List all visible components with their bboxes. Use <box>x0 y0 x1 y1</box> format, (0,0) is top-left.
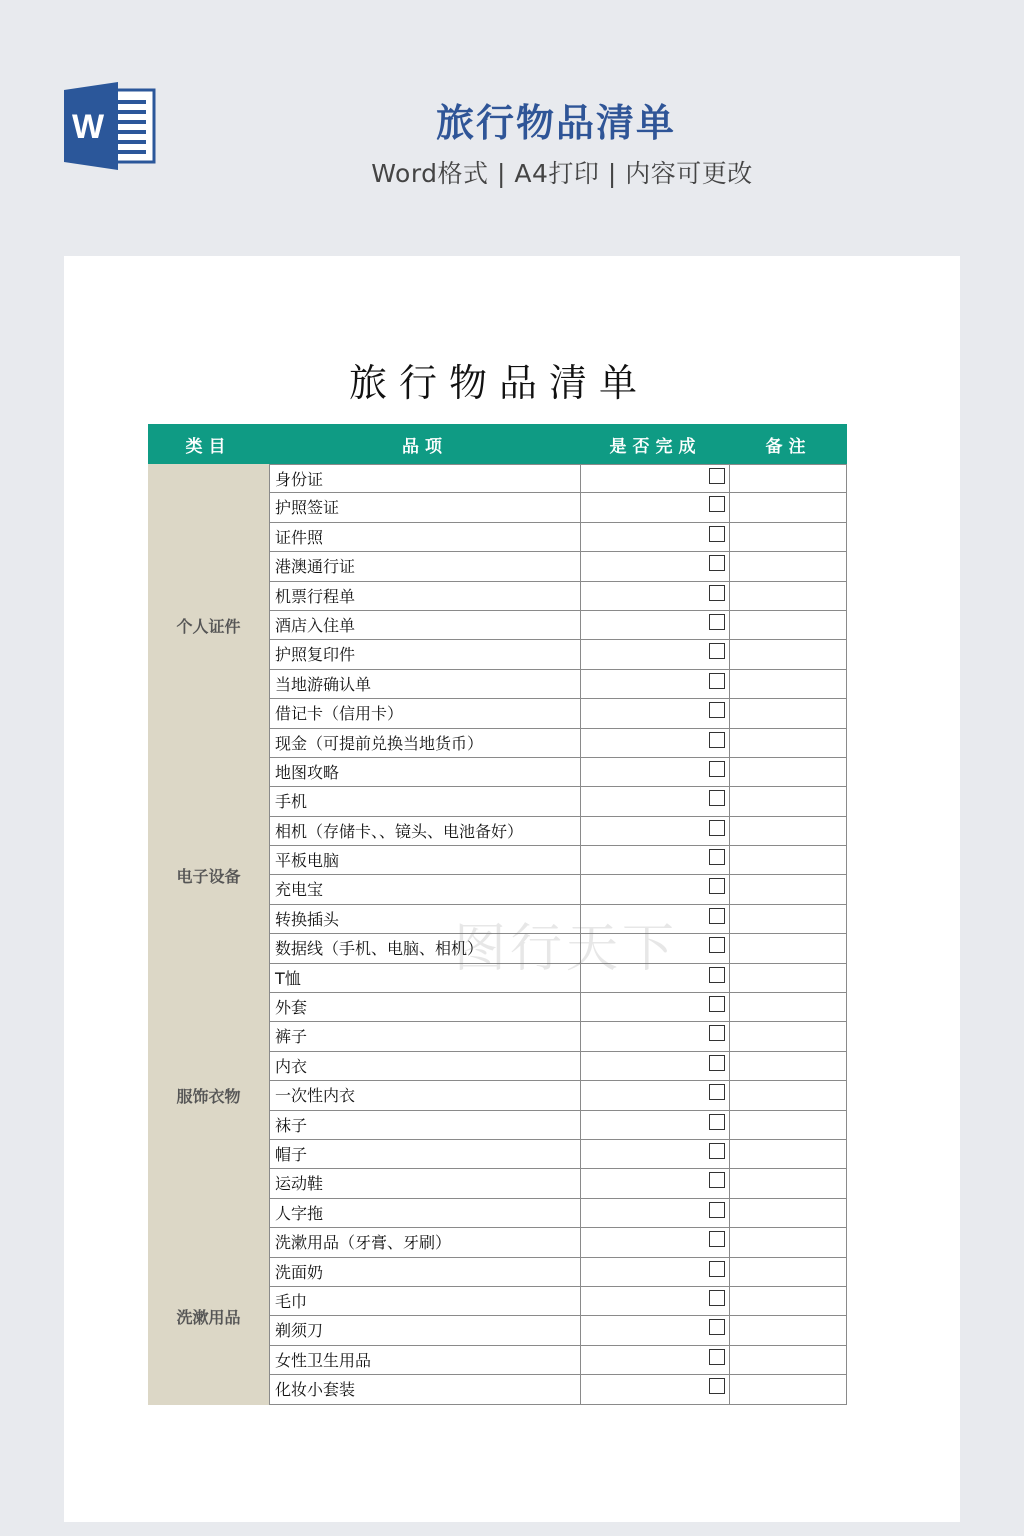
checkbox[interactable] <box>709 937 725 953</box>
item-name: 护照签证 <box>269 493 581 521</box>
note-cell[interactable] <box>730 465 847 492</box>
category-label: 洗漱用品 <box>148 1228 269 1404</box>
item-name: 地图攻略 <box>269 758 581 786</box>
category-group <box>148 964 847 1229</box>
note-cell[interactable] <box>730 729 847 757</box>
item-name: 洗面奶 <box>269 1258 581 1286</box>
table-row <box>269 523 847 552</box>
checkbox[interactable] <box>709 468 725 484</box>
note-cell[interactable] <box>730 964 847 992</box>
item-name: 当地游确认单 <box>269 670 581 698</box>
done-cell <box>581 552 730 580</box>
item-name: 相机（存储卡、、镜头、电池备好） <box>269 817 581 845</box>
table-row <box>269 905 847 934</box>
table-row <box>269 1258 847 1287</box>
note-cell[interactable] <box>730 1140 847 1168</box>
table-row <box>269 1052 847 1081</box>
checkbox[interactable] <box>709 732 725 748</box>
checkbox[interactable] <box>709 526 725 542</box>
item-name: 毛巾 <box>269 1287 581 1315</box>
checkbox[interactable] <box>709 673 725 689</box>
header-item: 品项 <box>402 436 448 457</box>
table-row <box>269 640 847 669</box>
done-cell <box>581 846 730 874</box>
note-cell[interactable] <box>730 934 847 962</box>
table-row <box>269 934 847 963</box>
note-cell[interactable] <box>730 875 847 903</box>
item-name: 酒店入住单 <box>269 611 581 639</box>
note-cell[interactable] <box>730 523 847 551</box>
done-cell <box>581 699 730 727</box>
table-header <box>148 424 847 464</box>
note-cell[interactable] <box>730 993 847 1021</box>
checkbox[interactable] <box>709 1349 725 1365</box>
done-cell <box>581 1316 730 1344</box>
header-done: 是否完成 <box>609 436 702 457</box>
word-logo-letter: W <box>71 108 105 146</box>
checkbox[interactable] <box>709 702 725 718</box>
table-row <box>269 699 847 728</box>
done-cell <box>581 1140 730 1168</box>
checkbox[interactable] <box>709 643 725 659</box>
note-cell[interactable] <box>730 582 847 610</box>
note-cell[interactable] <box>730 1375 847 1403</box>
checkbox[interactable] <box>709 908 725 924</box>
done-cell <box>581 1346 730 1374</box>
item-name: 女性卫生用品 <box>269 1346 581 1374</box>
table-row <box>269 1111 847 1140</box>
note-cell[interactable] <box>730 699 847 727</box>
item-name: 现金（可提前兑换当地货币） <box>269 729 581 757</box>
done-cell <box>581 1199 730 1227</box>
item-name: 身份证 <box>269 465 581 492</box>
checkbox[interactable] <box>709 1172 725 1188</box>
table-row <box>269 1022 847 1051</box>
table-row <box>269 787 847 816</box>
table-row <box>269 552 847 581</box>
done-cell <box>581 1111 730 1139</box>
category-group <box>148 787 847 963</box>
checkbox[interactable] <box>709 761 725 777</box>
checkbox[interactable] <box>709 1290 725 1306</box>
done-cell <box>581 875 730 903</box>
category-group <box>148 1228 847 1404</box>
note-cell[interactable] <box>730 552 847 580</box>
document-page <box>64 256 960 1522</box>
done-cell <box>581 670 730 698</box>
done-cell <box>581 905 730 933</box>
note-cell[interactable] <box>730 493 847 521</box>
item-name: 借记卡（信用卡） <box>269 699 581 727</box>
note-cell[interactable] <box>730 1052 847 1080</box>
checkbox[interactable] <box>709 996 725 1012</box>
done-cell <box>581 1375 730 1403</box>
table-row <box>269 611 847 640</box>
table-row <box>269 1287 847 1316</box>
checkbox[interactable] <box>709 1143 725 1159</box>
table-row <box>269 670 847 699</box>
note-cell[interactable] <box>730 787 847 815</box>
table-row <box>269 582 847 611</box>
done-cell <box>581 1052 730 1080</box>
done-cell <box>581 582 730 610</box>
item-name: 数据线（手机、电脑、相机） <box>269 934 581 962</box>
item-name: 证件照 <box>269 523 581 551</box>
item-name: 内衣 <box>269 1052 581 1080</box>
item-name: 洗漱用品（牙膏、牙刷） <box>269 1228 581 1256</box>
table-row <box>269 1169 847 1198</box>
table-row <box>269 964 847 993</box>
item-name: 裤子 <box>269 1022 581 1050</box>
checkbox[interactable] <box>709 849 725 865</box>
item-name: 平板电脑 <box>269 846 581 874</box>
table-row <box>269 493 847 522</box>
category-label: 电子设备 <box>148 787 269 963</box>
done-cell <box>581 993 730 1021</box>
category-group <box>148 464 847 787</box>
note-cell[interactable] <box>730 1169 847 1197</box>
item-name: 袜子 <box>269 1111 581 1139</box>
note-cell[interactable] <box>730 1199 847 1227</box>
table-body <box>148 464 847 1405</box>
done-cell <box>581 1258 730 1286</box>
done-cell <box>581 1022 730 1050</box>
checkbox[interactable] <box>709 1025 725 1041</box>
table-row <box>269 875 847 904</box>
item-name: 人字拖 <box>269 1199 581 1227</box>
note-cell[interactable] <box>730 1258 847 1286</box>
checkbox[interactable] <box>709 790 725 806</box>
item-name: 港澳通行证 <box>269 552 581 580</box>
header-category: 类目 <box>185 436 232 457</box>
checkbox[interactable] <box>709 1261 725 1277</box>
done-cell <box>581 493 730 521</box>
checklist-table <box>148 424 847 1405</box>
table-row <box>269 1346 847 1375</box>
item-name: 护照复印件 <box>269 640 581 668</box>
table-row <box>269 1228 847 1257</box>
watermark: 图行天下 <box>454 919 679 979</box>
banner-subtitle: Word格式 | A4打印 | 内容可更改 <box>371 159 753 188</box>
table-row <box>269 1316 847 1345</box>
done-cell <box>581 758 730 786</box>
done-cell <box>581 1228 730 1256</box>
done-cell <box>581 817 730 845</box>
checkbox[interactable] <box>709 496 725 512</box>
done-cell <box>581 523 730 551</box>
done-cell <box>581 787 730 815</box>
done-cell <box>581 934 730 962</box>
note-cell[interactable] <box>730 1346 847 1374</box>
checkbox[interactable] <box>709 1114 725 1130</box>
item-name: 充电宝 <box>269 875 581 903</box>
note-cell[interactable] <box>730 905 847 933</box>
note-cell[interactable] <box>730 1228 847 1256</box>
note-cell[interactable] <box>730 1111 847 1139</box>
item-name: 一次性内衣 <box>269 1081 581 1109</box>
page-banner <box>0 0 1024 256</box>
checkbox[interactable] <box>709 1319 725 1335</box>
table-row <box>269 1199 847 1228</box>
item-name: 机票行程单 <box>269 582 581 610</box>
table-row <box>269 817 847 846</box>
item-name: 化妆小套装 <box>269 1375 581 1403</box>
item-name: 外套 <box>269 993 581 1021</box>
done-cell <box>581 465 730 492</box>
table-row <box>269 1081 847 1110</box>
checkbox[interactable] <box>709 1055 725 1071</box>
note-cell[interactable] <box>730 817 847 845</box>
category-label: 个人证件 <box>148 464 269 787</box>
item-name: 手机 <box>269 787 581 815</box>
item-name: 转换插头 <box>269 905 581 933</box>
document-title: 旅行物品清单 <box>348 361 649 405</box>
note-cell[interactable] <box>730 846 847 874</box>
category-label: 服饰衣物 <box>148 964 269 1229</box>
table-row <box>269 758 847 787</box>
checkbox[interactable] <box>709 878 725 894</box>
note-cell[interactable] <box>730 758 847 786</box>
table-row <box>269 729 847 758</box>
done-cell <box>581 1169 730 1197</box>
checkbox[interactable] <box>709 555 725 571</box>
note-cell[interactable] <box>730 670 847 698</box>
banner-title: 旅行物品清单 <box>435 101 676 145</box>
done-cell <box>581 640 730 668</box>
checkbox[interactable] <box>709 1084 725 1100</box>
note-cell[interactable] <box>730 1316 847 1344</box>
done-cell <box>581 1081 730 1109</box>
note-cell[interactable] <box>730 640 847 668</box>
checkbox[interactable] <box>709 614 725 630</box>
item-name: T恤 <box>269 964 581 992</box>
note-cell[interactable] <box>730 1287 847 1315</box>
item-name: 运动鞋 <box>269 1169 581 1197</box>
done-cell <box>581 729 730 757</box>
note-cell[interactable] <box>730 1081 847 1109</box>
item-name: 帽子 <box>269 1140 581 1168</box>
note-cell[interactable] <box>730 1022 847 1050</box>
item-name: 剃须刀 <box>269 1316 581 1344</box>
checkbox[interactable] <box>709 1202 725 1218</box>
checkbox[interactable] <box>709 967 725 983</box>
done-cell <box>581 964 730 992</box>
table-row <box>269 464 847 493</box>
checkbox[interactable] <box>709 585 725 601</box>
header-notes: 备注 <box>765 436 812 457</box>
checkbox[interactable] <box>709 1378 725 1394</box>
table-row <box>269 1140 847 1169</box>
done-cell <box>581 611 730 639</box>
checkbox[interactable] <box>709 820 725 836</box>
table-row <box>269 1375 847 1404</box>
note-cell[interactable] <box>730 611 847 639</box>
checkbox[interactable] <box>709 1231 725 1247</box>
table-row <box>269 993 847 1022</box>
table-row <box>269 846 847 875</box>
done-cell <box>581 1287 730 1315</box>
